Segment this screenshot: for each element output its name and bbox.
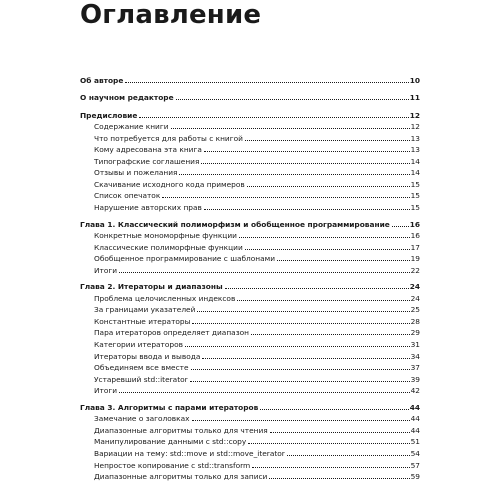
toc-section-entry[interactable] xyxy=(80,470,420,482)
toc-entry-label: Проблема целочисленных индексов xyxy=(94,293,236,303)
dot-leader xyxy=(201,163,409,164)
toc-entry-label: Устаревший std::iterator xyxy=(94,374,188,384)
toc-entry-label: Отзывы и пожелания xyxy=(94,168,178,178)
dot-leader xyxy=(190,381,410,382)
toc-entry-label: Диапазонные алгоритмы только для записи xyxy=(94,472,268,482)
toc-chapter-entry[interactable] xyxy=(80,108,420,120)
toc-page-number: 44 xyxy=(410,425,420,435)
toc-section-entry[interactable] xyxy=(80,263,420,275)
toc-page-number: 34 xyxy=(410,351,420,361)
toc-section-entry[interactable] xyxy=(80,372,420,384)
toc-page-number: 25 xyxy=(410,305,420,315)
dot-leader xyxy=(248,443,409,444)
toc-page-number: 29 xyxy=(410,328,420,338)
toc-page-number: 31 xyxy=(410,340,420,350)
toc-entry-label: Список опечаток xyxy=(94,191,161,201)
toc-page-number: 13 xyxy=(410,133,420,143)
toc-section-entry[interactable] xyxy=(80,435,420,447)
toc-page-number: 14 xyxy=(410,168,420,178)
toc-entry-label: Итераторы ввода и вывода xyxy=(94,351,201,361)
toc-page-number: 15 xyxy=(410,191,420,201)
dot-leader xyxy=(197,311,409,312)
toc-entry-label: Скачивание исходного кода примеров xyxy=(94,179,245,189)
toc-page-number: 51 xyxy=(410,437,420,447)
toc-section-entry[interactable] xyxy=(80,326,420,338)
toc-page-number: 24 xyxy=(409,282,420,292)
toc-entry-label: Обобщенное программирование с шаблонами xyxy=(94,254,276,264)
toc-entry-label: Глава 2. Итераторы и диапазоны xyxy=(80,282,223,292)
toc-entry-label: Глава 1. Классический полиморфизм и обобщенное программирование xyxy=(80,219,390,229)
toc-page-number: 39 xyxy=(410,374,420,384)
toc-page-number: 17 xyxy=(410,242,420,252)
toc-section-entry[interactable] xyxy=(80,412,420,424)
dot-leader xyxy=(192,323,409,324)
dot-leader xyxy=(239,237,410,238)
toc-entry-label: Диапазонные алгоритмы только для чтения xyxy=(94,425,268,435)
dot-leader xyxy=(260,409,408,410)
toc-page-number: 14 xyxy=(410,156,420,166)
dot-leader xyxy=(204,209,410,210)
toc-page-number: 44 xyxy=(409,402,420,412)
toc-page-number: 15 xyxy=(410,179,420,189)
toc-chapter-entry[interactable] xyxy=(80,217,420,229)
toc-page-number: 16 xyxy=(409,219,420,229)
dot-leader xyxy=(245,140,410,141)
toc-chapter-entry[interactable] xyxy=(80,73,420,85)
toc-entry-label: Пара итераторов определяет диапазон xyxy=(94,328,249,338)
dot-leader xyxy=(269,478,409,479)
dot-leader xyxy=(225,288,409,289)
toc-section-entry[interactable] xyxy=(80,252,420,264)
toc-section-entry[interactable] xyxy=(80,291,420,303)
dot-leader xyxy=(125,82,408,83)
toc-entry-label: Что потребуется для работы с книгой xyxy=(94,133,243,143)
dot-leader xyxy=(119,392,410,393)
toc-chapter-entry[interactable] xyxy=(80,400,420,412)
toc-entry-label: Типографские соглашения xyxy=(94,156,200,166)
toc-entry-label: Конкретные мономорфные функции xyxy=(94,231,237,241)
toc-entry-label: Глава 3. Алгоритмы с парами итераторов xyxy=(80,402,259,412)
toc-section-entry[interactable] xyxy=(80,423,420,435)
dot-leader xyxy=(392,226,409,227)
dot-leader xyxy=(171,128,410,129)
toc-section-entry[interactable] xyxy=(80,384,420,396)
toc-section-entry[interactable] xyxy=(80,458,420,470)
toc-section-entry[interactable] xyxy=(80,446,420,458)
toc-page-number: 42 xyxy=(410,386,420,396)
toc-section-entry[interactable] xyxy=(80,200,420,212)
toc-page-number: 19 xyxy=(410,254,420,264)
dot-leader xyxy=(162,197,409,198)
toc-section-entry[interactable] xyxy=(80,314,420,326)
toc-entry-label: Непростое копирование с std::transform xyxy=(94,460,251,470)
dot-leader xyxy=(202,358,409,359)
toc-entry-label: Категории итераторов xyxy=(94,340,183,350)
toc-section-entry[interactable] xyxy=(80,349,420,361)
toc-entry-label: Вариации на тему: std::move и std::move_iterator xyxy=(94,448,285,458)
toc-chapter-entry[interactable] xyxy=(80,280,420,292)
toc-section-entry[interactable] xyxy=(80,131,420,143)
toc-page-number: 10 xyxy=(409,75,420,85)
toc-page-number: 37 xyxy=(410,363,420,373)
toc-page-number: 24 xyxy=(410,293,420,303)
toc-entry-label: Итоги xyxy=(94,386,118,396)
toc-entry-label: Нарушение авторских прав xyxy=(94,203,202,213)
toc-section-entry[interactable] xyxy=(80,229,420,241)
toc-page-number: 54 xyxy=(410,448,420,458)
toc-page-number: 15 xyxy=(410,203,420,213)
dot-leader xyxy=(139,117,408,118)
dot-leader xyxy=(277,260,410,261)
toc-entry-label: Манипулирование данными с std::copy xyxy=(94,437,247,447)
toc-section-entry[interactable] xyxy=(80,177,420,189)
toc-entry-label: Итоги xyxy=(94,265,118,275)
toc-entry-label: О научном редакторе xyxy=(80,93,174,103)
toc-page-number: 16 xyxy=(410,231,420,241)
toc-entry-label: Объединяем все вместе xyxy=(94,363,189,373)
toc-section-entry[interactable] xyxy=(80,166,420,178)
toc-entry-label: Константные итераторы xyxy=(94,316,191,326)
toc-entry-label: Классические полиморфные функции xyxy=(94,242,243,252)
toc-section-entry[interactable] xyxy=(80,154,420,166)
dot-leader xyxy=(191,369,410,370)
dot-leader xyxy=(204,151,410,152)
toc-entry-label: Содержание книги xyxy=(94,122,169,132)
toc-page-number: 28 xyxy=(410,316,420,326)
toc-page-number: 59 xyxy=(410,472,420,482)
toc-section-entry[interactable] xyxy=(80,303,420,315)
dot-leader xyxy=(179,174,409,175)
table-of-contents xyxy=(80,73,420,481)
toc-section-entry[interactable] xyxy=(80,143,420,155)
toc-chapter-entry[interactable] xyxy=(80,91,420,103)
toc-page-number: 57 xyxy=(410,460,420,470)
dot-leader xyxy=(245,249,410,250)
toc-section-entry[interactable] xyxy=(80,120,420,132)
toc-page-number: 22 xyxy=(410,265,420,275)
toc-section-entry[interactable] xyxy=(80,189,420,201)
page-title: Оглавление xyxy=(80,0,262,30)
toc-entry-label: Предисловие xyxy=(80,110,138,120)
dot-leader xyxy=(287,455,410,456)
toc-page-number: 11 xyxy=(409,93,420,103)
dot-leader xyxy=(119,272,410,273)
dot-leader xyxy=(252,467,409,468)
dot-leader xyxy=(185,346,410,347)
toc-page-number: 44 xyxy=(410,414,420,424)
toc-entry-label: Замечание о заголовках xyxy=(94,414,190,424)
toc-entry-label: За границами указателей xyxy=(94,305,196,315)
toc-section-entry[interactable] xyxy=(80,337,420,349)
dot-leader xyxy=(192,420,410,421)
toc-page-number: 13 xyxy=(410,145,420,155)
dot-leader xyxy=(247,186,410,187)
dot-leader xyxy=(251,334,410,335)
dot-leader xyxy=(270,432,410,433)
toc-page-number: 12 xyxy=(410,122,420,132)
toc-section-entry[interactable] xyxy=(80,240,420,252)
dot-leader xyxy=(176,99,409,100)
dot-leader xyxy=(237,300,409,301)
toc-section-entry[interactable] xyxy=(80,361,420,373)
toc-page-number: 12 xyxy=(409,110,420,120)
toc-entry-label: Об авторе xyxy=(80,75,124,85)
toc-entry-label: Кому адресована эта книга xyxy=(94,145,202,155)
